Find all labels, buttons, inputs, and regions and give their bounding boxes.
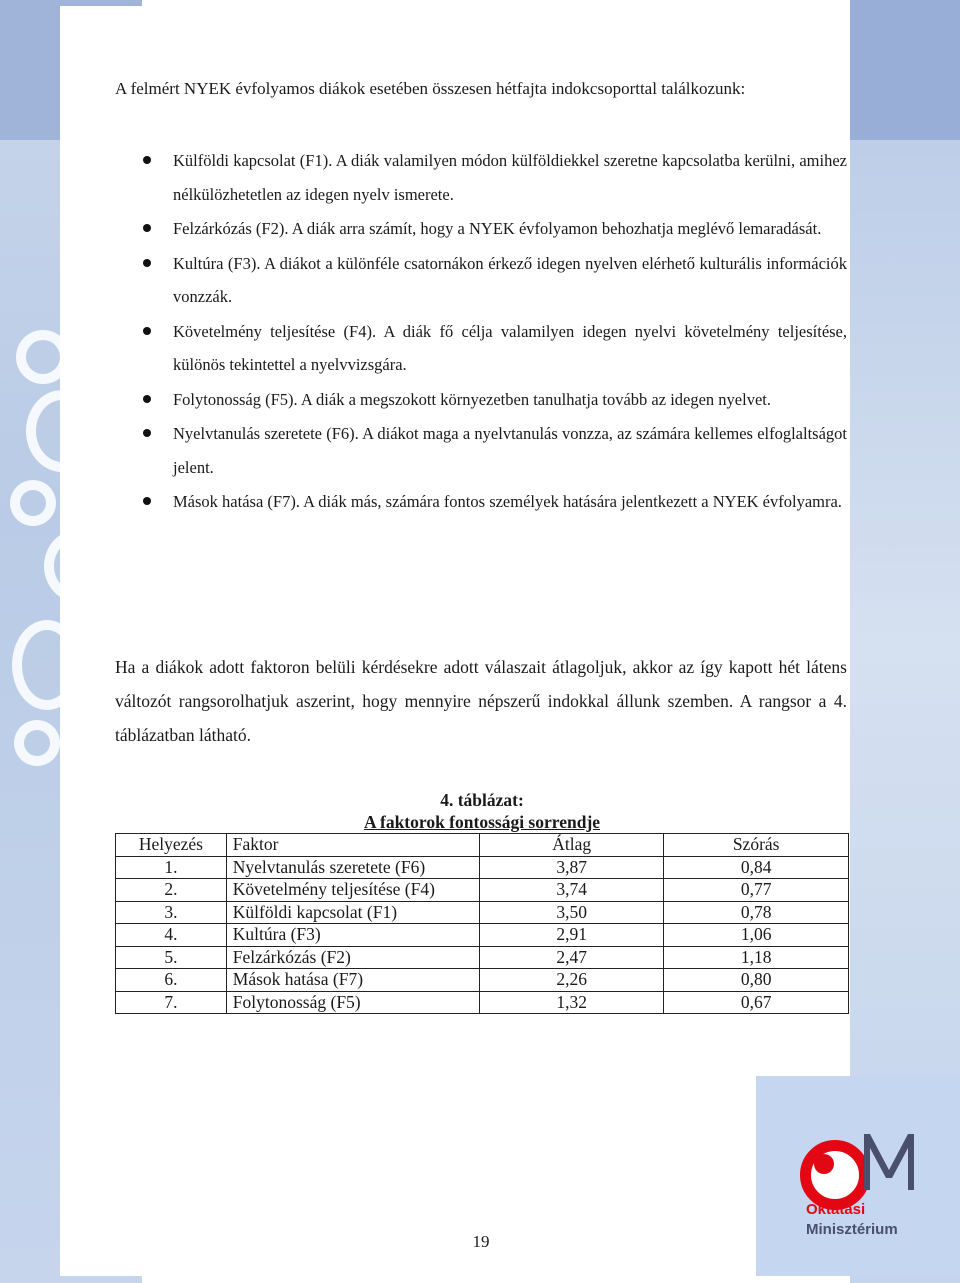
bullet-icon bbox=[143, 395, 151, 403]
bullet-icon bbox=[143, 156, 151, 164]
table-row bbox=[116, 969, 849, 992]
table-row bbox=[116, 901, 849, 924]
factor-text: A diák fő célja valamilyen idegen nyelvi követelmény teljesítése, különös tekintettel a nyelvvizsgára. bbox=[173, 321, 848, 374]
factor-cell: Külföldi kapcsolat (F1) bbox=[226, 901, 479, 924]
list-item bbox=[115, 144, 847, 211]
header-cell: Faktor bbox=[226, 834, 479, 857]
rank-cell: 3. bbox=[116, 901, 227, 924]
factor-lead: Nyelvtanulás szeretete (F6). bbox=[173, 424, 359, 443]
mean-cell: 2,91 bbox=[480, 924, 664, 947]
factor-lead: Külföldi kapcsolat (F1). bbox=[173, 151, 333, 170]
ranking-table bbox=[115, 833, 849, 1014]
factor-lead: Felzárkózás (F2). bbox=[173, 219, 289, 238]
mean-cell: 1,32 bbox=[480, 991, 664, 1014]
factor-text: A diák más, számára fontos személyek hatására jelentkezett a NYEK évfolyamra. bbox=[303, 492, 842, 511]
table-header-row bbox=[116, 834, 849, 857]
factor-list bbox=[115, 144, 847, 520]
right-top-decorative-block bbox=[850, 0, 960, 140]
table-row bbox=[116, 924, 849, 947]
mean-cell: 3,50 bbox=[480, 901, 664, 924]
mean-cell: 2,47 bbox=[480, 946, 664, 969]
mean-cell: 3,74 bbox=[480, 879, 664, 902]
bullet-icon bbox=[143, 429, 151, 437]
ring-icon bbox=[10, 480, 56, 526]
list-item bbox=[115, 417, 847, 484]
logo-line-2: Minisztérium bbox=[806, 1221, 898, 1238]
mean-cell: 3,87 bbox=[480, 856, 664, 879]
ministry-logo-text bbox=[806, 1200, 898, 1240]
rank-cell: 5. bbox=[116, 946, 227, 969]
factor-text: A diák valamilyen módon külföldiekkel szeretne kapcsolatba kerülni, amihez nélkülözhetetlen az idegen nyelv ismerete. bbox=[173, 151, 848, 204]
list-item bbox=[115, 485, 847, 519]
factor-text: A diákot a különféle csatornákon érkező idegen nyelven elérhető kulturális információk vonzzák. bbox=[173, 253, 847, 306]
bullet-icon bbox=[143, 259, 151, 267]
table-row bbox=[116, 879, 849, 902]
table-row bbox=[116, 991, 849, 1014]
logo-m-icon bbox=[862, 1130, 916, 1192]
factor-text: A diák a megszokott környezetben tanulhatja tovább az idegen nyelvet. bbox=[300, 389, 771, 409]
list-item bbox=[115, 212, 847, 246]
factor-cell: Követelmény teljesítése (F4) bbox=[226, 879, 479, 902]
table-row bbox=[116, 856, 849, 879]
logo-line-1: Oktatási bbox=[806, 1201, 866, 1218]
mean-cell: 2,26 bbox=[480, 969, 664, 992]
factor-cell: Nyelvtanulás szeretete (F6) bbox=[226, 856, 479, 879]
table-row bbox=[116, 946, 849, 969]
sd-cell: 0,67 bbox=[664, 991, 849, 1014]
list-item bbox=[115, 315, 847, 382]
factor-cell: Folytonosság (F5) bbox=[226, 991, 479, 1014]
bullet-icon bbox=[143, 327, 151, 335]
factor-cell: Mások hatása (F7) bbox=[226, 969, 479, 992]
rank-cell: 4. bbox=[116, 924, 227, 947]
factor-text: A diákot maga a nyelvtanulás vonzza, az számára kellemes elfoglaltságot jelent. bbox=[173, 424, 848, 477]
factor-lead: Mások hatása (F7). bbox=[173, 492, 300, 511]
sd-cell: 1,18 bbox=[664, 946, 849, 969]
page-number: 19 bbox=[472, 1232, 490, 1251]
factor-cell: Kultúra (F3) bbox=[226, 924, 479, 947]
bullet-icon bbox=[143, 497, 151, 505]
table-title: A faktorok fontossági sorrendje bbox=[363, 812, 601, 832]
table-number: 4. táblázat: bbox=[440, 790, 524, 810]
body-paragraph: Ha a diákok adott faktoron belüli kérdésekre adott válaszait átlagoljuk, akkor az így kapott hét látens változót rangsorolhatjuk aszerint, hogy mennyire népszerű indokkal állunk szemben. A rangsor a 4. táblázatban látható. bbox=[115, 657, 847, 745]
bullet-icon bbox=[143, 224, 151, 232]
ring-icon bbox=[14, 720, 60, 766]
factor-lead: Folytonosság (F5). bbox=[173, 389, 298, 409]
sd-cell: 0,78 bbox=[664, 901, 849, 924]
sd-cell: 0,80 bbox=[664, 969, 849, 992]
table-caption bbox=[115, 789, 849, 833]
list-item bbox=[115, 383, 847, 417]
sd-cell: 0,84 bbox=[664, 856, 849, 879]
logo-dot-icon bbox=[814, 1154, 834, 1174]
rank-cell: 6. bbox=[116, 969, 227, 992]
rank-cell: 1. bbox=[116, 856, 227, 879]
sd-cell: 0,77 bbox=[664, 879, 849, 902]
factor-lead: Kultúra (F3). bbox=[173, 253, 261, 273]
factor-lead: Követelmény teljesítése (F4). bbox=[173, 321, 377, 341]
header-cell: Átlag bbox=[480, 834, 664, 857]
rank-cell: 2. bbox=[116, 879, 227, 902]
header-cell: Szórás bbox=[664, 834, 849, 857]
rank-cell: 7. bbox=[116, 991, 227, 1014]
factor-text: A diák arra számít, hogy a NYEK évfolyamon behozhatja meglévő lemaradását. bbox=[291, 219, 822, 238]
intro-text: A felmért NYEK évfolyamos diákok esetében összesen hétfajta indokcsoporttal találkozunk: bbox=[115, 79, 746, 98]
list-item bbox=[115, 247, 847, 314]
header-cell: Helyezés bbox=[116, 834, 227, 857]
sd-cell: 1,06 bbox=[664, 924, 849, 947]
factor-cell: Felzárkózás (F2) bbox=[226, 946, 479, 969]
